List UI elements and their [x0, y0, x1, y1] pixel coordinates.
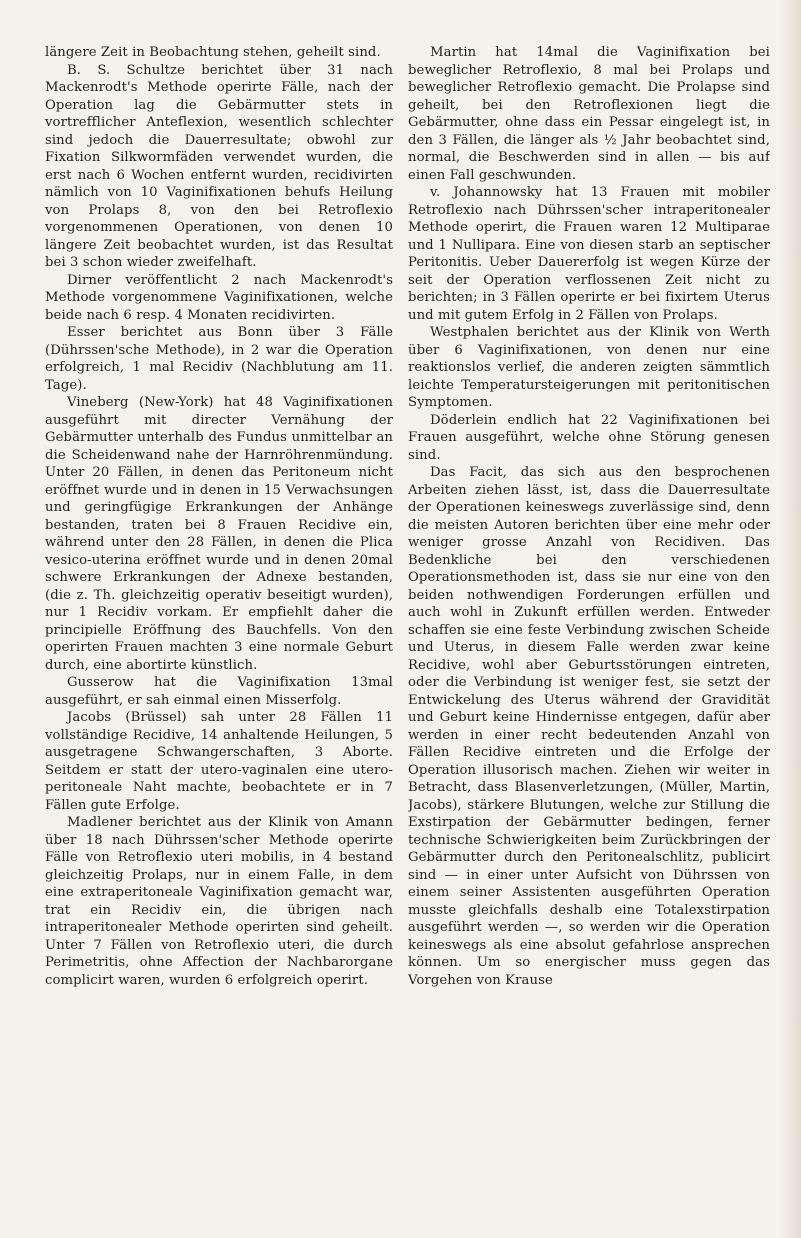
- paragraph: Madlener berichtet aus der Klinik von Amann über 18 nach Dührssen'scher Methode operirte Fälle von Retroflexio uteri mobilis, in 4 bestand gleichzeitig Prolaps, nur in einem Falle, in dem eine extraperitoneale Vaginifixation gemacht war, trat ein Recidiv ein, die übrigen nach intraperitonealer Methode operirten sind geheilt. Unter 7 Fällen von Retroflexio uteri, die durch Perimetritis, ohne Affection der Nachbarorgane complicirt waren, wurden 6 erfolgreich operirt.: [45, 815, 393, 988]
- page-edge-shadow: [779, 0, 801, 1238]
- paragraph: Gusserow hat die Vaginifixation 13mal ausgeführt, er sah einmal einen Misserfolg.: [45, 675, 393, 708]
- paragraph: Döderlein endlich hat 22 Vaginifixationen bei Frauen ausgeführt, welche ohne Störung genesen sind.: [408, 412, 770, 463]
- paragraph: Esser berichtet aus Bonn über 3 Fälle (Dührssen'sche Methode), in 2 war die Operation erfolgreich, 1 mal Recidiv (Nachblutung am 11. Tage).: [45, 325, 393, 393]
- paragraph: Vineberg (New-York) hat 48 Vaginifixationen ausgeführt mit directer Vernähung der Gebärmutter unterhalb des Fundus unmittelbar an die Scheidenwand nahe der Harnröhrenmündung. Unter 20 Fällen, in denen das Peritoneum nicht eröffnet wurde und in denen in 15 Verwachsungen und geringfügige Erkrankungen der Anhänge bestanden, traten bei 8 Frauen Recidive ein, während unter den 28 Fällen, in denen die Plica vesico-uterina eröffnet wurde und in denen 20mal schwere Erkrankungen der Adnexe bestanden, (die z. Th. gleichzeitig operativ beseitigt wurden), nur 1 Recidiv vorkam. Er empfiehlt daher die principielle Eröffnung des Bauchfells. Von den operirten Frauen machten 3 eine normale Geburt durch, eine abortirte künstlich.: [45, 395, 393, 673]
- paragraph: B. S. Schultze berichtet über 31 nach Mackenrodt's Methode operirte Fälle, nach der Operation lag die Gebärmutter stets in vortrefflicher Anteflexion, wesentlich schlechter sind jedoch die Dauerresultate; obwohl zur Fixation Silkwormfäden verwendet wurden, die erst nach 6 Wochen entfernt wurden, recidivirten nämlich von 10 Vaginifixationen behufs Heilung von Prolaps 8, von den bei Retroflexio vorgenommenen Operationen, von denen 10 längere Zeit beobachtet wurden, ist das Resultat bei 3 schon wieder zweifelhaft.: [45, 62, 393, 270]
- paragraph: Martin hat 14mal die Vaginifixation bei beweglicher Retroflexio, 8 mal bei Prolaps und beweglicher Retroflexio gemacht. Die Prolapse sind geheilt, bei den Retroflexionen liegt die Gebärmutter, ohne dass ein Pessar eingelegt ist, in den 3 Fällen, die länger als ½ Jahr beobachtet sind, normal, die Beschwerden sind in allen — bis auf einen Fall geschwunden.: [408, 45, 770, 183]
- paragraph: v. Johannowsky hat 13 Frauen mit mobiler Retroflexio nach Dührssen'scher intraperitonealer Methode operirt, die Frauen waren 12 Multiparae und 1 Nullipara. Eine von diesen starb an septischer Peritonitis. Ueber Dauererfolg ist wegen Kürze der seit der Operation verflossenen Zeit nicht zu berichten; in 3 Fällen operirte er bei fixirtem Uterus und mit gutem Erfolg in 2 Fällen von Prolaps.: [408, 185, 770, 323]
- left-text-column: [45, 44, 393, 1204]
- paragraph: Jacobs (Brüssel) sah unter 28 Fällen 11 vollständige Recidive, 14 anhaltende Heilungen, 5 ausgetragene Schwangerschaften, 3 Aborte. Seitdem er statt der utero-vaginalen eine utero-peritoneale Naht machte, beobachtete er in 7 Fällen gute Erfolge.: [45, 710, 393, 813]
- right-text-column: [408, 44, 770, 1204]
- paragraph: Dirner veröffentlicht 2 nach Mackenrodt's Methode vorgenommene Vaginifixationen, welche beide nach 6 resp. 4 Monaten recidivirten.: [45, 272, 393, 323]
- paragraph: Das Facit, das sich aus den besprochenen Arbeiten ziehen lässt, ist, dass die Dauerresultate der Operationen keineswegs zuverlässige sind, denn die meisten Autoren berichten über eine mehr oder weniger grosse Anzahl von Recidiven. Das Bedenkliche bei den verschiedenen Operationsmethoden ist, dass sie nur eine von den beiden nothwendigen Forderungen erfüllen und auch wohl in Zukunft erfüllen werden. Entweder schaffen sie eine feste Verbindung zwischen Scheide und Uterus, in diesem Falle werden zwar keine Recidive, wohl aber Geburtsstörungen eintreten, oder die Verbindung ist weniger fest, sie setzt der Entwickelung des Uterus während der Gravidität und Geburt keine Hindernisse entgegen, dafür aber werden in einer recht bedeutenden Anzahl von Fällen Recidive eintreten und die Erfolge der Operation illusorisch machen. Ziehen wir weiter in Betracht, dass Blasenverletzungen, (Müller, Martin, Jacobs), stärkere Blutungen, welche zur Stillung die Exstirpation der Gebärmutter bedingen, ferner technische Schwierigkeiten beim Zurückbringen der Gebärmutter durch den Peritonealschlitz, publicirt sind — in einer unter Aufsicht von Dührssen von einem seiner Assistenten ausgeführten Operation musste gleichfalls deshalb eine Totalexstirpation ausgeführt werden —, so werden wir die Operation keineswegs als eine absolut gefahrlose ansprechen können. Um so energischer muss gegen das Vorgehen von Krause: [408, 465, 770, 988]
- paragraph: längere Zeit in Beobachtung stehen, geheilt sind.: [45, 45, 381, 60]
- paragraph: Westphalen berichtet aus der Klinik von Werth über 6 Vaginifixationen, von denen nur eine reaktionslos verlief, die anderen zeigten sämmtlich leichte Temperatursteigerungen mit peritonitischen Symptomen.: [408, 325, 770, 410]
